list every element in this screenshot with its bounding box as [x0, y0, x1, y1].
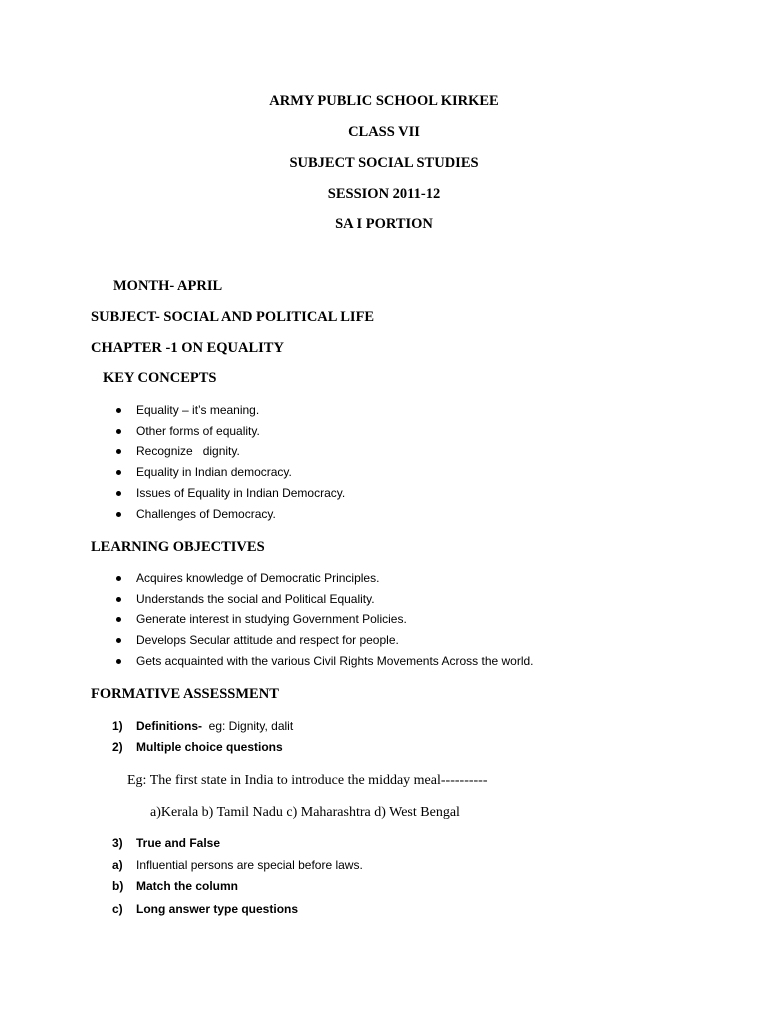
example-question: Eg: The first state in India to introduce the midday meal---------- [127, 773, 488, 788]
portion-title: SA I PORTION [335, 216, 433, 232]
session-title: SESSION 2011-12 [327, 186, 441, 202]
list-item-text: Develops Secular attitude and respect for people. [136, 633, 399, 647]
bullet-icon [116, 512, 121, 517]
bullet-icon [116, 597, 121, 602]
subject-heading: SUBJECT- SOCIAL AND POLITICAL LIFE [91, 309, 375, 325]
definitions-example: eg: Dignity, dalit [202, 719, 294, 733]
formative-assessment-heading: FORMATIVE ASSESSMENT [91, 686, 279, 702]
long-answer-label: Long answer type questions [136, 902, 299, 916]
list-marker: b) [112, 879, 124, 893]
learning-objectives-heading: LEARNING OBJECTIVES [91, 539, 265, 555]
bullet-icon [116, 617, 121, 622]
example-options: a)Kerala b) Tamil Nadu c) Maharashtra d) West Bengal [150, 805, 460, 820]
definitions-label: Definitions- [136, 719, 202, 733]
list-item-text: Issues of Equality in Indian Democracy. [136, 486, 346, 500]
subject-title: SUBJECT SOCIAL STUDIES [289, 155, 479, 171]
true-false-label: True and False [136, 836, 221, 850]
list-marker: c) [112, 902, 123, 916]
true-false-example: Influential persons are special before laws. [136, 858, 363, 872]
list-marker: a) [112, 858, 123, 872]
list-item-text: Gets acquainted with the various Civil Rights Movements Across the world. [136, 654, 534, 668]
list-item-text: Challenges of Democracy. [136, 507, 276, 521]
school-name: ARMY PUBLIC SCHOOL KIRKEE [269, 93, 499, 109]
bullet-icon [116, 408, 121, 413]
match-column-label: Match the column [136, 879, 239, 893]
list-item-text: Equality – it’s meaning. [136, 403, 260, 417]
list-marker: 3) [112, 836, 123, 850]
list-item-text: Acquires knowledge of Democratic Principles. [136, 571, 380, 585]
list-marker: 2) [112, 740, 123, 754]
list-item-text: Other forms of equality. [136, 424, 260, 438]
list-item-text: Generate interest in studying Government Policies. [136, 612, 407, 626]
list-item-text: Recognize dignity. [136, 444, 240, 458]
mcq-label: Multiple choice questions [136, 740, 283, 754]
chapter-heading: CHAPTER -1 ON EQUALITY [91, 340, 284, 356]
list-marker: 1) [112, 719, 123, 733]
bullet-icon [116, 491, 121, 496]
class-title: CLASS VII [348, 124, 420, 140]
bullet-icon [116, 576, 121, 581]
month-heading: MONTH- APRIL [113, 278, 223, 294]
definitions-text [136, 719, 293, 733]
bullet-icon [116, 470, 121, 475]
bullet-icon [116, 449, 121, 454]
bullet-icon [116, 429, 121, 434]
bullet-icon [116, 638, 121, 643]
list-item-text: Equality in Indian democracy. [136, 465, 292, 479]
bullet-icon [116, 659, 121, 664]
key-concepts-heading: KEY CONCEPTS [103, 370, 217, 386]
list-item-text: Understands the social and Political Equality. [136, 592, 375, 606]
